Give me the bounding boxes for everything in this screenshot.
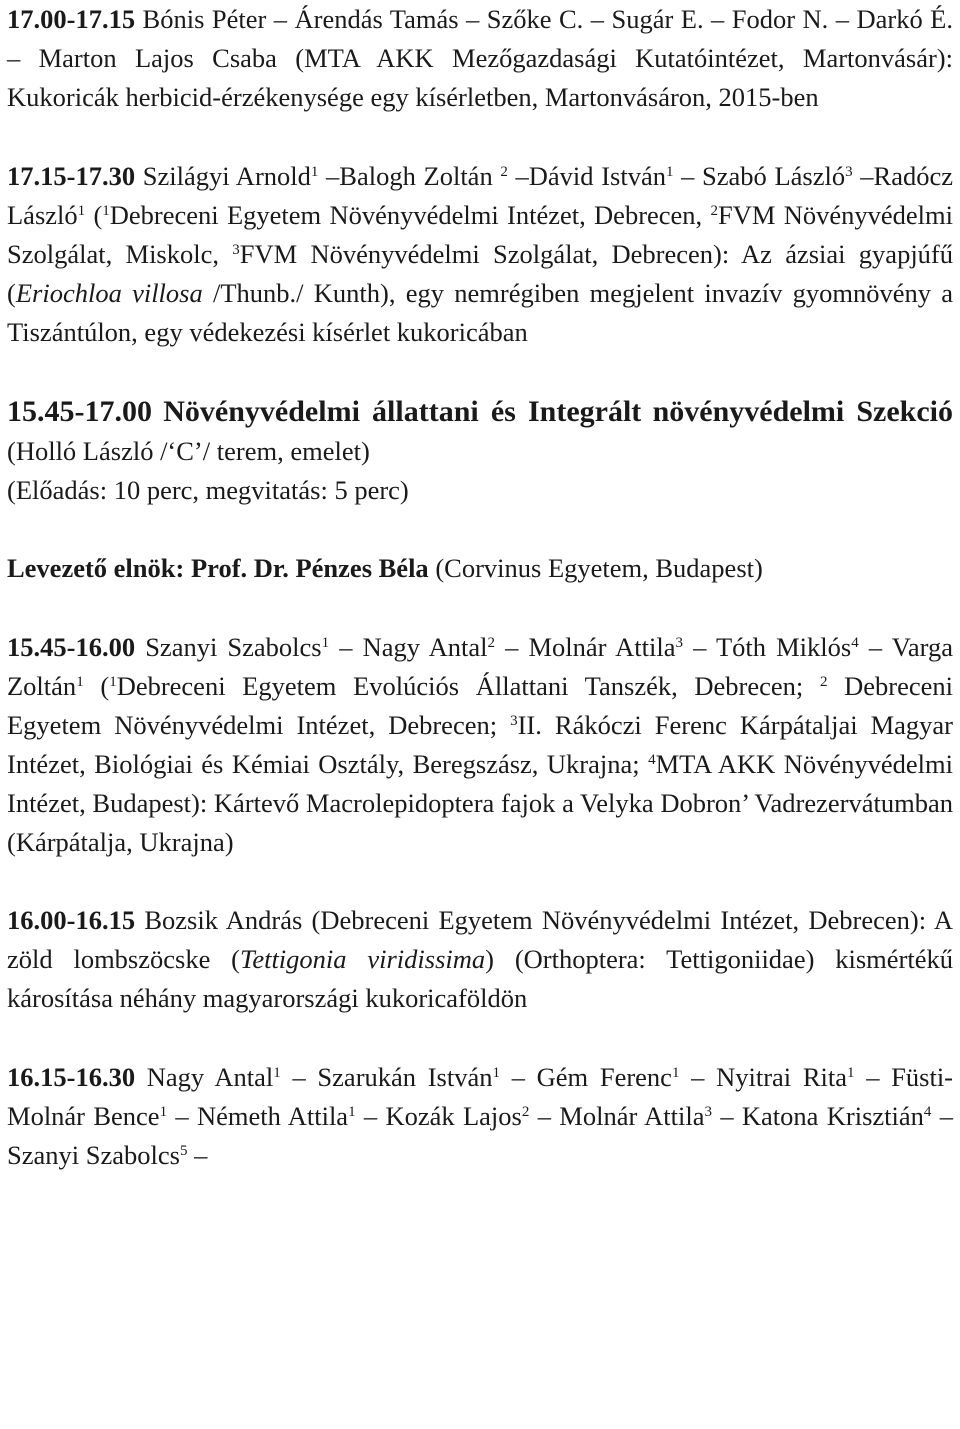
author: – Nagy Antal (329, 632, 488, 662)
affiliation-mark: 2 (819, 674, 828, 691)
talk-time: 16.15-16.30 (7, 1062, 136, 1092)
affiliation-mark: 1 (321, 635, 330, 652)
affiliation-mark: 2 (521, 1104, 530, 1121)
section-room: (Holló László /‘C’/ terem, emelet) (7, 436, 370, 466)
affiliation-mark: 1 (847, 1065, 855, 1082)
affiliation-mark: 3 (845, 164, 853, 181)
author: – Katona Krisztián (712, 1101, 924, 1131)
author: –Radócz László (7, 161, 954, 230)
program-page (7, 0, 953, 1175)
affiliation-mark: 4 (923, 1104, 932, 1121)
author: – Szabó László (673, 161, 846, 191)
affiliation-mark: 1 (671, 1065, 680, 1082)
author: – Füsti-Molnár Bence (7, 1062, 954, 1131)
affiliation-text: Debreceni Egyetem Növényvédelmi Intézet, Debrecen; (7, 671, 953, 740)
author: – Kozák Lajos (355, 1101, 522, 1131)
talk-3 (7, 1058, 953, 1175)
affiliation-mark: 2 (500, 164, 508, 181)
author: Szanyi Szabolcs (145, 632, 322, 662)
talk-time: 16.00-16.15 (7, 905, 136, 935)
talk-1 (7, 628, 953, 862)
affiliation-mark: 5 (179, 1143, 188, 1160)
affiliation-mark: 4 (851, 635, 859, 652)
program-entry-2 (7, 157, 953, 352)
affiliation-text: II. Rákóczi Ferenc Kárpátaljai Magyar Intézet, Biológiai és Kémiai Osztály, Beregszász, Ukrajna; (7, 710, 953, 779)
section-chair (7, 549, 953, 588)
affiliation-mark: 1 (76, 674, 84, 691)
affiliation-mark: 3 (232, 242, 240, 259)
affiliation-text: Debreceni Egyetem Evolúciós Állattani Tanszék, Debrecen; (116, 671, 820, 701)
affiliation-mark: 1 (348, 1104, 356, 1121)
affiliation-text: FVM Növényvédelmi Szolgálat, Debrecen): Az ázsiai gyapjúfű ( (7, 239, 954, 308)
author: Szilágyi Arnold (142, 161, 311, 191)
entry-text: Bónis Péter – Árendás Tamás – Szőke C. – Sugár E. – Fodor N. – Darkó É. – Marton Lajos Csaba (MTA AKK Mezőgazdasági Kutatóintézet, Martonvásár): Kukoricák herbicid-érzékenysége egy kísérletben, Martonvásáron, 2015-ben (7, 4, 953, 112)
affiliation-mark: 1 (109, 674, 117, 691)
affiliation-mark: 3 (510, 713, 518, 730)
affiliation-text: FVM Növényvédelmi Szolgálat, Miskolc, (7, 200, 954, 269)
affiliation-mark: 1 (102, 203, 110, 220)
affiliation-mark: 3 (704, 1104, 712, 1121)
affiliation-mark: 3 (675, 635, 683, 652)
section-title-line-2: növényvédelmi Szekció (652, 395, 954, 428)
author: – Nyitrai Rita (679, 1062, 848, 1092)
affiliation-mark: 1 (492, 1065, 500, 1082)
affiliation-mark: 2 (487, 635, 496, 652)
affiliation-mark: 1 (665, 164, 674, 181)
section-title-line-1: Növényvédelmi állattani és Integrált (163, 395, 642, 428)
author: – Varga Zoltán (7, 632, 954, 701)
section-time: 15.45-17.00 (7, 395, 152, 428)
author: – Szarukán István (280, 1062, 493, 1092)
chair-affiliation: (Corvinus Egyetem, Budapest) (428, 553, 763, 583)
text-fragment: ( (83, 671, 110, 701)
title-text: MTA AKK Növényvédelmi Intézet, Budapest): Kártevő Macrolepidoptera fajok a Velyka Dobron’ Vadrezervátumban (Kárpátalja, Ukrajna) (7, 749, 954, 857)
text-fragment: – (187, 1140, 208, 1170)
section-header (7, 392, 953, 510)
author: –Balogh Zoltán (318, 161, 501, 191)
title-text: /Thunb./ Kunth), egy nemrégiben megjelent invazív gyomnövény a Tiszántúlon, egy védekezési kísérlet kukoricában (7, 278, 953, 347)
author: – Németh Attila (167, 1101, 349, 1131)
affiliation-mark: 1 (159, 1104, 168, 1121)
affiliation-mark: 1 (273, 1065, 281, 1082)
talk-time: 15.45-16.00 (7, 632, 136, 662)
program-entry-1 (7, 0, 953, 117)
entry-time: 17.15-17.30 (7, 161, 136, 191)
species-name: Tettigonia viridissima (240, 944, 486, 974)
author: – Szanyi Szabolcs (7, 1101, 953, 1170)
author: – Tóth Miklós (682, 632, 852, 662)
section-format: (Előadás: 10 perc, megvitatás: 5 perc) (7, 475, 409, 505)
author: – Gém Ferenc (500, 1062, 672, 1092)
talk-2 (7, 901, 953, 1018)
title-text: Bozsik András (Debreceni Egyetem Növényvédelmi Intézet, Debrecen): A zöld lombszöcske ( (7, 905, 953, 974)
species-name: Eriochloa villosa (15, 278, 203, 308)
affiliation-mark: 1 (310, 164, 319, 181)
author: – Molnár Attila (495, 632, 676, 662)
affiliation-text: Debreceni Egyetem Növényvédelmi Intézet, Debrecen, (109, 200, 711, 230)
author: Nagy Antal (146, 1062, 274, 1092)
affiliation-mark: 1 (77, 203, 86, 220)
affiliation-mark: 4 (648, 752, 656, 769)
entry-time: 17.00-17.15 (7, 4, 136, 34)
title-text: ) (Orthoptera: Tettigoniidae) kismértékű károsítása néhány magyarországi kukoricaföldön (7, 944, 953, 1013)
author: – Molnár Attila (529, 1101, 705, 1131)
chair-label: Levezető elnök: Prof. Dr. Pénzes Béla (7, 553, 429, 583)
affiliation-mark: 2 (710, 203, 718, 220)
text-fragment: ( (85, 200, 103, 230)
author: –Dávid István (507, 161, 666, 191)
